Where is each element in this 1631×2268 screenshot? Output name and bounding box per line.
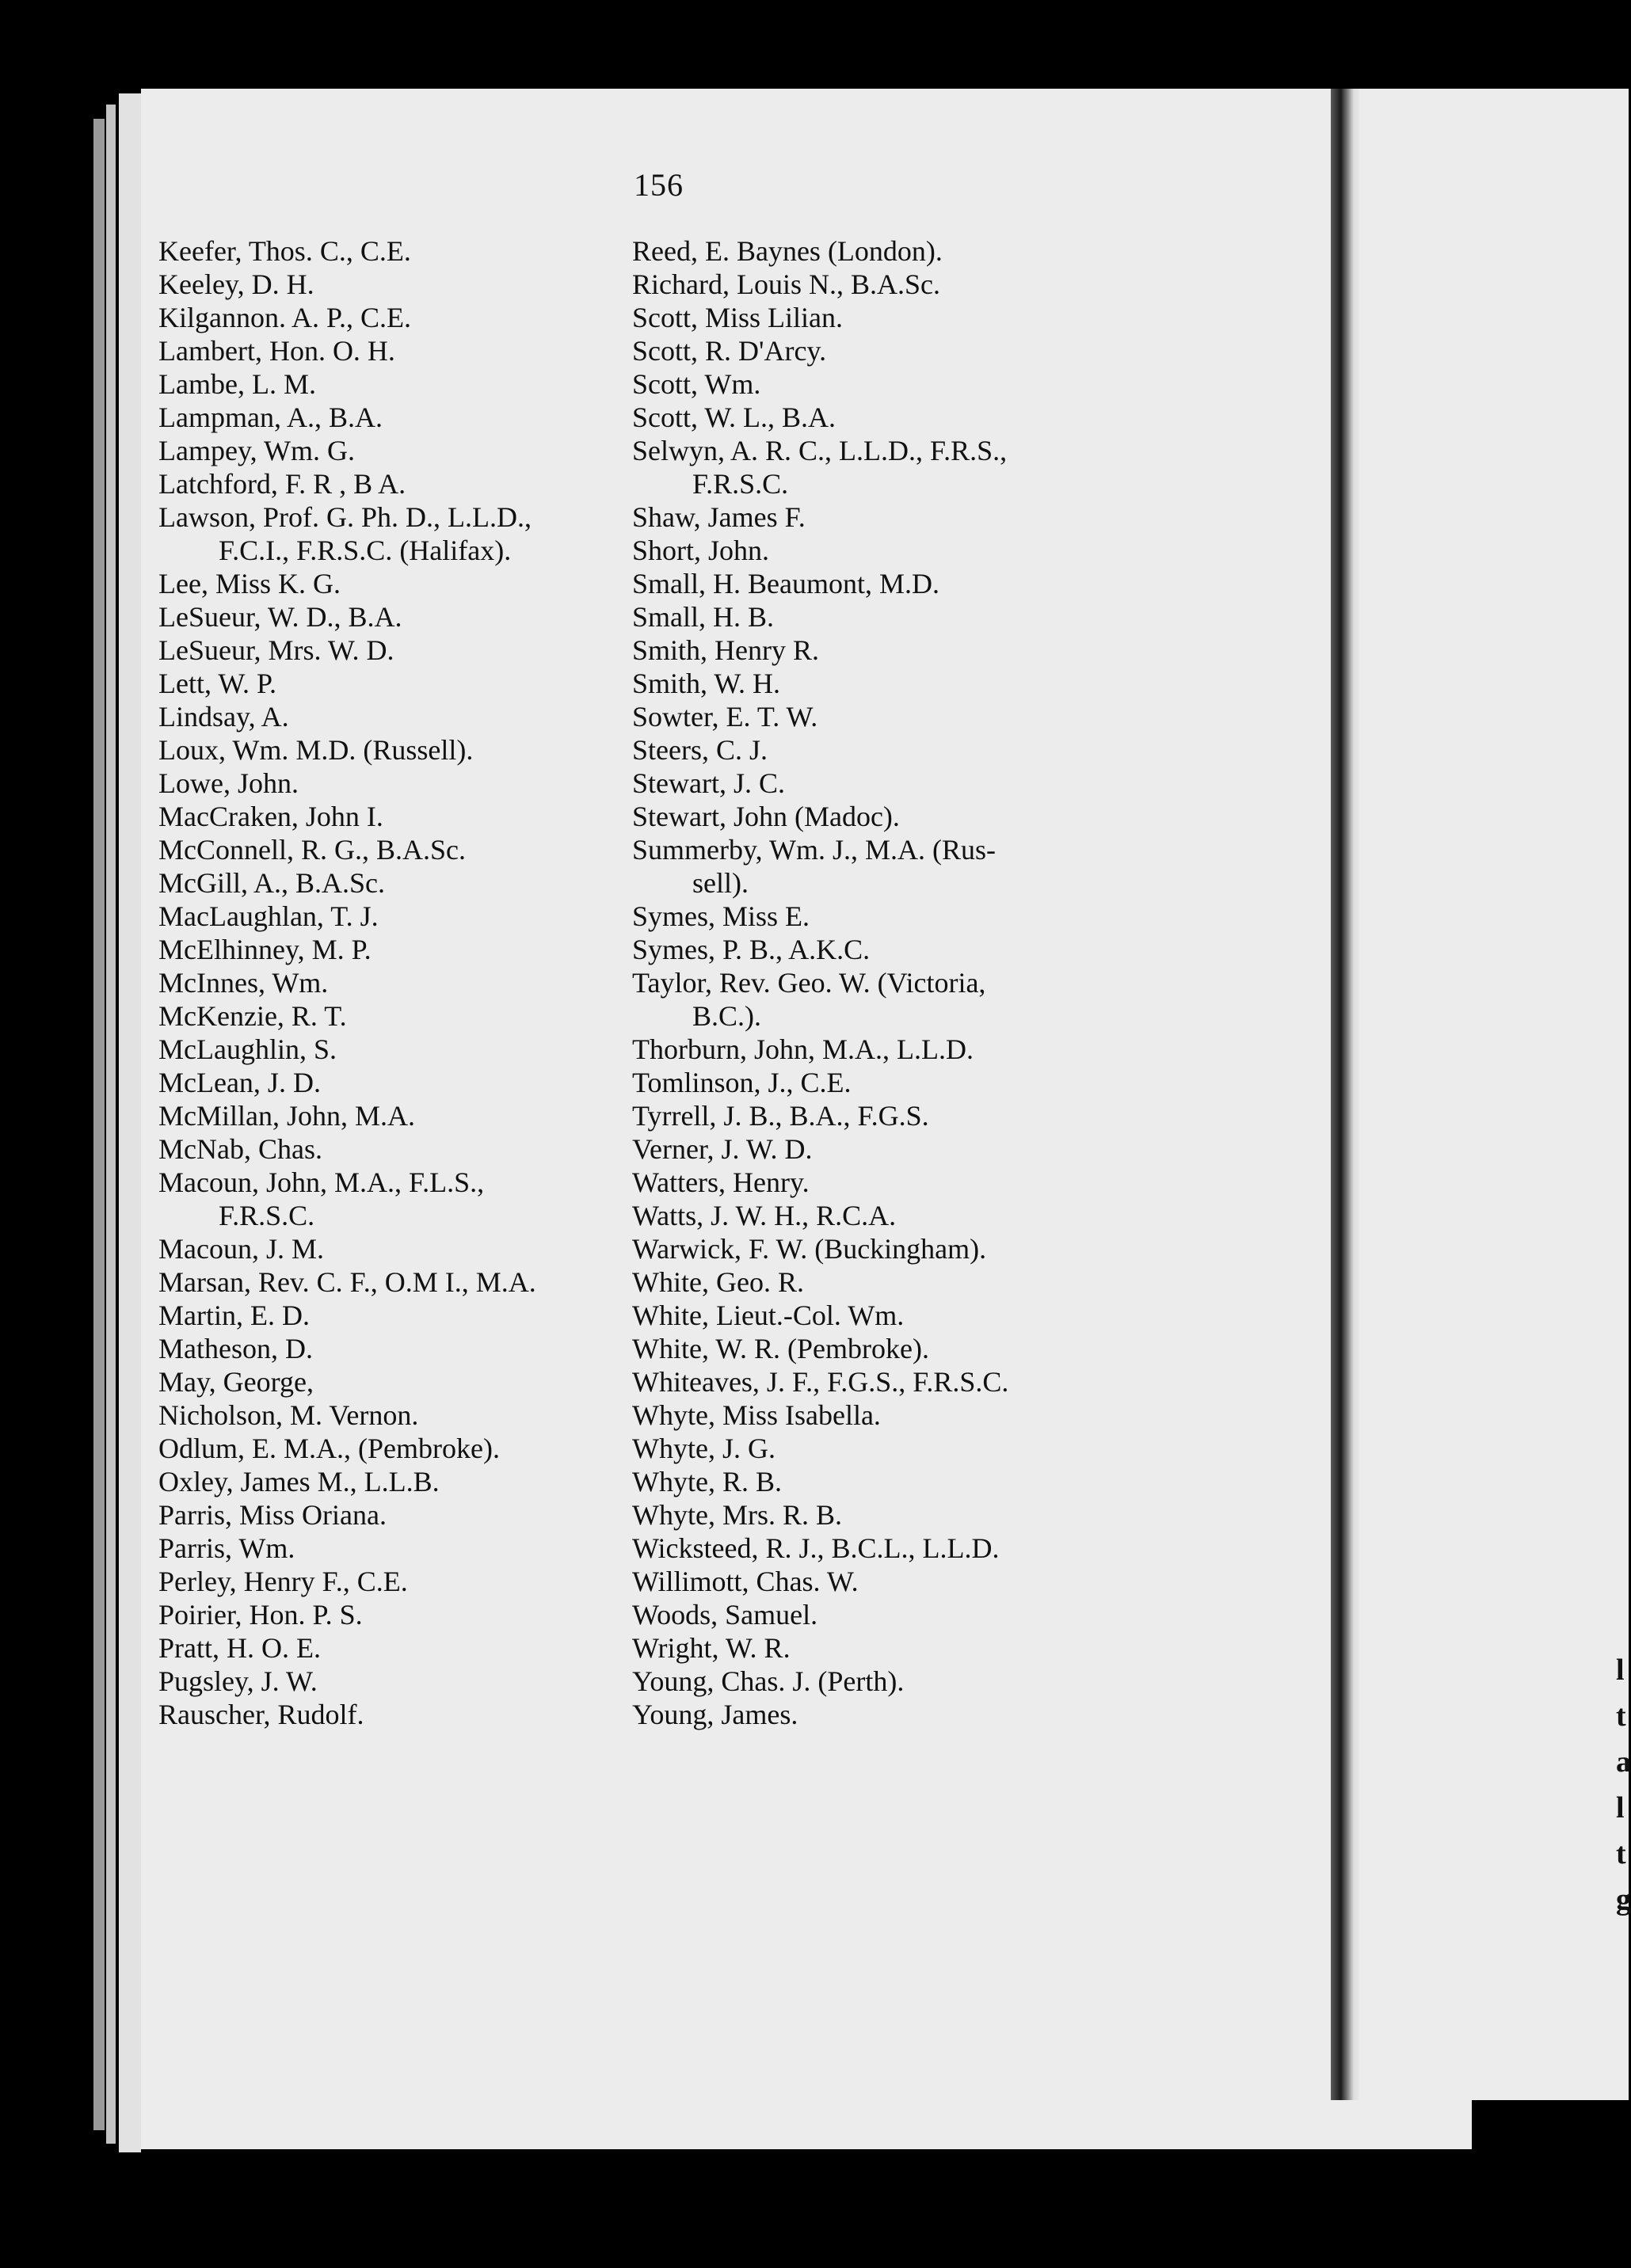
- member-entry: Lawson, Prof. G. Ph. D., L.L.D.,: [158, 501, 532, 533]
- member-entry: Lambert, Hon. O. H.: [158, 335, 395, 367]
- facing-page-text-fragment: [1616, 1647, 1631, 1923]
- member-entry: Summerby, Wm. J., M.A. (Rus-: [632, 834, 996, 866]
- member-entry: McElhinney, M. P.: [158, 934, 372, 965]
- member-entry: Symes, P. B., A.K.C.: [632, 934, 871, 965]
- member-entry: Taylor, Rev. Geo. W. (Victoria,: [632, 967, 986, 999]
- member-entry: Odlum, E. M.A., (Pembroke).: [158, 1433, 500, 1464]
- member-entry: Lett, W. P.: [158, 668, 277, 699]
- member-entry: F.R.S.C.: [219, 1200, 315, 1231]
- member-entry: Scott, W. L., B.A.: [632, 401, 836, 433]
- member-entry: Whyte, Miss Isabella.: [632, 1399, 881, 1431]
- member-entry: Woods, Samuel.: [632, 1599, 818, 1631]
- member-entry: Poirier, Hon. P. S.: [158, 1599, 363, 1631]
- facing-page-letter: a: [1616, 1745, 1631, 1779]
- member-entry: McConnell, R. G., B.A.Sc.: [158, 834, 467, 866]
- member-entry: McLaughlin, S.: [158, 1033, 337, 1065]
- facing-page-letter: g: [1616, 1883, 1631, 1916]
- member-entry: LeSueur, Mrs. W. D.: [158, 634, 394, 666]
- member-entry: Whyte, R. B.: [632, 1466, 782, 1497]
- member-entry: Selwyn, A. R. C., L.L.D., F.R.S.,: [632, 435, 1008, 466]
- member-entry: Wright, W. R.: [632, 1632, 791, 1664]
- member-entry: Shaw, James F.: [632, 501, 806, 533]
- member-entry: Warwick, F. W. (Buckingham).: [632, 1233, 987, 1265]
- member-entry: McNab, Chas.: [158, 1133, 322, 1165]
- member-entry: Watters, Henry.: [632, 1166, 810, 1198]
- member-entry: Tomlinson, J., C.E.: [632, 1067, 852, 1098]
- member-entry: Stewart, J. C.: [632, 767, 785, 799]
- member-entry: Lindsay, A.: [158, 701, 289, 733]
- member-entry: Richard, Louis N., B.A.Sc.: [632, 268, 940, 300]
- facing-page-letter: l: [1616, 1791, 1625, 1825]
- member-entry: LeSueur, W. D., B.A.: [158, 601, 402, 633]
- member-entry: Marsan, Rev. C. F., O.M I., M.A.: [158, 1266, 536, 1298]
- member-entry: Lampman, A., B.A.: [158, 401, 383, 433]
- member-entry: B.C.).: [692, 1000, 762, 1032]
- member-entry: Whiteaves, J. F., F.G.S., F.R.S.C.: [632, 1366, 1009, 1398]
- member-entry: Scott, Wm.: [632, 368, 761, 400]
- member-entry: May, George,: [158, 1366, 314, 1398]
- member-entry: MacCraken, John I.: [158, 801, 383, 832]
- member-entry: Wicksteed, R. J., B.C.L., L.L.D.: [632, 1532, 1000, 1564]
- member-entry: Short, John.: [632, 535, 770, 566]
- member-entry: Whyte, Mrs. R. B.: [632, 1499, 842, 1531]
- member-entry: sell).: [692, 867, 749, 899]
- book-spine: [1331, 89, 1359, 2100]
- member-entry: Verner, J. W. D.: [632, 1133, 813, 1165]
- member-entry: Lambe, L. M.: [158, 368, 316, 400]
- member-entry: McKenzie, R. T.: [158, 1000, 347, 1032]
- member-entry: Willimott, Chas. W.: [632, 1566, 859, 1597]
- member-entry: F.R.S.C.: [692, 468, 789, 500]
- member-entry: McInnes, Wm.: [158, 967, 329, 999]
- member-entry: McGill, A., B.A.Sc.: [158, 867, 386, 899]
- member-entry: Macoun, J. M.: [158, 1233, 324, 1265]
- member-entry: Young, Chas. J. (Perth).: [632, 1665, 905, 1697]
- member-entry: White, W. R. (Pembroke).: [632, 1333, 929, 1364]
- book-edge: [93, 119, 105, 2130]
- member-entry: Keefer, Thos. C., C.E.: [158, 235, 411, 267]
- member-entry: Parris, Miss Oriana.: [158, 1499, 387, 1531]
- member-entry: Small, H. Beaumont, M.D.: [632, 568, 939, 599]
- member-entry: Tyrrell, J. B., B.A., F.G.S.: [632, 1100, 929, 1132]
- facing-page-letter: l: [1616, 1653, 1625, 1687]
- member-entry: Perley, Henry F., C.E.: [158, 1566, 408, 1597]
- member-entry: Watts, J. W. H., R.C.A.: [632, 1200, 897, 1231]
- member-entry: Pratt, H. O. E.: [158, 1632, 321, 1664]
- member-entry: Steers, C. J.: [632, 734, 768, 766]
- member-entry: Parris, Wm.: [158, 1532, 295, 1564]
- member-entry: Thorburn, John, M.A., L.L.D.: [632, 1033, 974, 1065]
- facing-page-letter: t: [1616, 1837, 1626, 1870]
- member-list-right-column: [632, 234, 1290, 1731]
- book-edge: [106, 105, 116, 2144]
- member-entry: Latchford, F. R , B A.: [158, 468, 406, 500]
- page-number: 156: [634, 167, 684, 203]
- member-entry: Scott, R. D'Arcy.: [632, 335, 827, 367]
- member-entry: Smith, W. H.: [632, 668, 781, 699]
- member-entry: Rauscher, Rudolf.: [158, 1699, 364, 1730]
- member-entry: McLean, J. D.: [158, 1067, 321, 1098]
- member-entry: Keeley, D. H.: [158, 268, 314, 300]
- member-entry: White, Geo. R.: [632, 1266, 804, 1298]
- member-entry: Nicholson, M. Vernon.: [158, 1399, 419, 1431]
- member-entry: MacLaughlan, T. J.: [158, 900, 379, 932]
- member-entry: Macoun, John, M.A., F.L.S.,: [158, 1166, 485, 1198]
- book-edge: [119, 93, 141, 2152]
- member-entry: Martin, E. D.: [158, 1300, 310, 1331]
- member-entry: Young, James.: [632, 1699, 798, 1730]
- member-entry: Kilgannon. A. P., C.E.: [158, 302, 412, 333]
- facing-page: [1359, 89, 1629, 2100]
- member-entry: F.C.I., F.R.S.C. (Halifax).: [219, 535, 512, 566]
- member-entry: Oxley, James M., L.L.B.: [158, 1466, 440, 1497]
- member-entry: Whyte, J. G.: [632, 1433, 775, 1464]
- member-entry: Sowter, E. T. W.: [632, 701, 818, 733]
- facing-page-letter: t: [1616, 1699, 1626, 1733]
- member-entry: Loux, Wm. M.D. (Russell).: [158, 734, 474, 766]
- member-entry: Symes, Miss E.: [632, 900, 810, 932]
- member-entry: Small, H. B.: [632, 601, 775, 633]
- member-entry: Scott, Miss Lilian.: [632, 302, 844, 333]
- member-entry: Stewart, John (Madoc).: [632, 801, 900, 832]
- member-entry: Lowe, John.: [158, 767, 299, 799]
- member-entry: White, Lieut.-Col. Wm.: [632, 1300, 905, 1331]
- member-entry: Smith, Henry R.: [632, 634, 820, 666]
- member-entry: Reed, E. Baynes (London).: [632, 235, 943, 267]
- member-entry: McMillan, John, M.A.: [158, 1100, 415, 1132]
- member-entry: Lee, Miss K. G.: [158, 568, 341, 599]
- member-entry: Matheson, D.: [158, 1333, 313, 1364]
- member-entry: Pugsley, J. W.: [158, 1665, 318, 1697]
- member-entry: Lampey, Wm. G.: [158, 435, 355, 466]
